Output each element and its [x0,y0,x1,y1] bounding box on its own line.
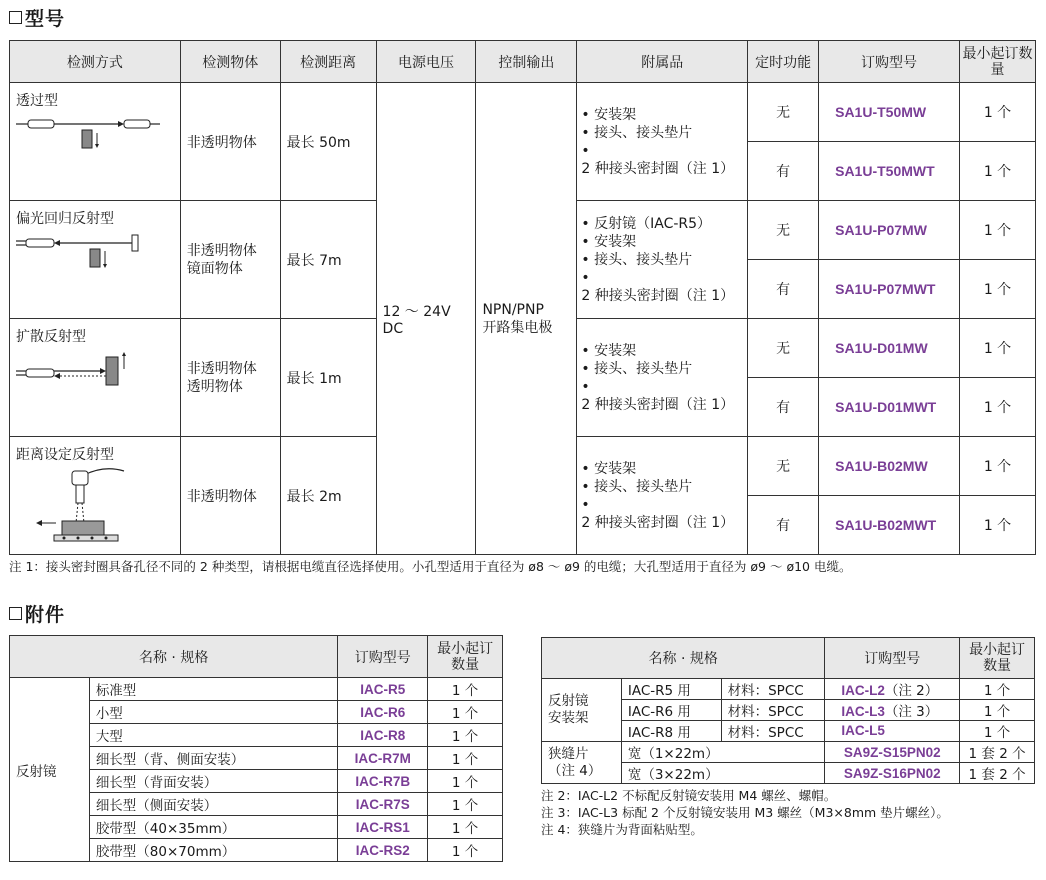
order-code: SA9Z-S16PN02 [825,763,960,784]
order-code: IAC-L3 [841,704,885,719]
spec-cell: 小型 [89,701,338,724]
category-text: 安装架 [548,710,589,726]
spec-cell: 细长型（侧面安装） [89,793,338,816]
accessory-item: • 安装架 [581,106,741,124]
object-cell [180,319,280,437]
category-text: 反射镜 [548,693,589,709]
material-cell: 材料：SPCC [721,700,825,721]
distance-cell: 最长 7m [280,201,376,319]
output-line: NPN/PNP [482,301,544,318]
object-cell [180,437,280,555]
timer-cell: 无 [748,319,819,378]
retroreflective-diagram [14,231,164,273]
accessory-notes [541,787,949,838]
note-ref: （注 2） [884,683,939,699]
qty-cell: 1 个 [960,378,1036,437]
output-line: 开路集电极 [482,319,553,336]
order-code: IAC-L5 [841,723,885,738]
material-cell: 材料：SPCC [721,721,825,742]
accessory-item: • 2 种接头密封圈（注 1） [581,142,741,178]
material-cell: 材料：SPCC [721,679,825,700]
qty-cell: 1 个 [960,700,1035,721]
table-row [542,742,1035,763]
order-code: IAC-R7B [338,770,428,793]
qty-cell: 1 个 [428,816,503,839]
order-code: IAC-RS1 [338,816,428,839]
timer-cell: 无 [748,83,819,142]
qty-cell: 1 个 [960,679,1035,700]
use-cell: IAC-R8 用 [621,721,721,742]
category-cell [542,679,622,742]
use-cell: IAC-R5 用 [621,679,721,700]
voltage-cell: 12 ～ 24V DC [376,83,476,555]
qty-cell: 1 个 [960,201,1036,260]
accessories-cell [577,319,748,437]
table-row [10,678,503,701]
accessory-item: • 接头、接头垫片 [581,360,741,378]
note-4: 注 4：狭缝片为背面粘贴型。 [541,822,703,837]
order-code-cell [825,700,960,721]
note-1: 注 1：接头密封圈具备孔径不同的 2 种类型，请根据电缆直径选择使用。小孔型适用于直径为 ø8 ～ ø9 的电缆；大孔型适用于直径为 ø9 ～ ø10 电缆。 [9,559,852,574]
model-table [9,40,1036,555]
mode-cell [10,201,181,319]
order-code: IAC-RS2 [338,839,428,862]
header-name: 名称 · 规格 [10,636,338,678]
accessory-item: • 反射镜（IAC-R5） [581,215,741,233]
mode-label: 偏光回归反射型 [16,211,114,227]
accessory-item: • 接头、接头垫片 [581,478,741,496]
note-3: 注 3：IAC-L3 标配 2 个反射镜安装用 M3 螺丝（M3×8mm 垫片螺丝）。 [541,805,949,820]
order-code-cell [825,679,960,700]
object-text: 非透明物体 [186,134,257,151]
order-code: SA1U-T50MWT [819,142,960,201]
header-output: 控制输出 [476,41,577,83]
qty-cell: 1 个 [428,747,503,770]
table-header [10,636,503,678]
header-timer: 定时功能 [748,41,819,83]
timer-cell: 有 [748,496,819,555]
table-row [542,679,1035,700]
order-code: SA1U-B02MW [819,437,960,496]
accessory-item: • 接头、接头垫片 [581,124,741,142]
checkbox-square-icon [9,607,22,620]
spec-cell: 细长型（背面安装） [89,770,338,793]
header-distance: 检测距离 [280,41,376,83]
timer-cell: 有 [748,260,819,319]
header-order-code: 订购型号 [819,41,960,83]
order-code: IAC-L2 [841,683,885,698]
object-text: 非透明物体 [186,242,257,259]
accessories-cell [577,201,748,319]
timer-cell: 有 [748,142,819,201]
spec-cell: 宽（3×22m） [621,763,825,784]
header-min-qty: 最小起订数量 [960,638,1035,679]
header-object: 检测物体 [180,41,280,83]
spec-cell: 大型 [89,724,338,747]
timer-cell: 无 [748,437,819,496]
accessory-item: • 2 种接头密封圈（注 1） [581,269,741,305]
distance-cell: 最长 50m [280,83,376,201]
reflector-table [9,635,503,862]
order-code: IAC-R7S [338,793,428,816]
mode-cell [10,437,181,555]
qty-cell: 1 套 2 个 [960,742,1035,763]
qty-cell: 1 套 2 个 [960,763,1035,784]
qty-cell: 1 个 [960,83,1036,142]
order-code: SA9Z-S15PN02 [825,742,960,763]
object-cell [180,201,280,319]
spec-cell: 胶带型（40×35mm） [89,816,338,839]
accessories-section-title: 附件 [9,600,65,627]
header-accessories: 附属品 [577,41,748,83]
mode-label: 扩散反射型 [16,329,86,345]
header-voltage: 电源电压 [376,41,476,83]
qty-cell: 1 个 [960,260,1036,319]
qty-cell: 1 个 [428,678,503,701]
mode-label: 距离设定反射型 [16,447,114,463]
note-ref: （注 3） [884,704,939,720]
object-text: 镜面物体 [186,260,243,277]
accessory-item: • 2 种接头密封圈（注 1） [581,496,741,532]
qty-cell: 1 个 [428,839,503,862]
note-2: 注 2：IAC-L2 不标配反射镜安装用 M4 螺丝、螺帽。 [541,788,837,803]
order-code: IAC-R6 [338,701,428,724]
order-code: SA1U-D01MWT [819,378,960,437]
checkbox-square-icon [9,11,22,24]
qty-cell: 1 个 [960,319,1036,378]
header-order-code: 订购型号 [825,638,960,679]
order-code: SA1U-B02MWT [819,496,960,555]
qty-cell: 1 个 [960,437,1036,496]
distance-cell: 最长 1m [280,319,376,437]
order-code: SA1U-P07MWT [819,260,960,319]
category-text: 狭缝片 [548,745,589,762]
qty-cell: 1 个 [428,724,503,747]
accessories-cell [577,83,748,201]
header-mode: 检测方式 [10,41,181,83]
accessory-item: • 安装架 [581,460,741,478]
header-min-qty: 最小起订数量 [428,636,503,678]
qty-cell: 1 个 [960,496,1036,555]
order-code: SA1U-D01MW [819,319,960,378]
qty-cell: 1 个 [428,793,503,816]
order-code-cell [825,721,960,742]
order-code: IAC-R8 [338,724,428,747]
accessory-item: • 2 种接头密封圈（注 1） [581,378,741,414]
header-min-qty: 最小起订数量 [960,41,1036,83]
timer-cell: 无 [748,201,819,260]
object-text: 非透明物体 [186,488,257,505]
distance-setting-diagram [14,463,164,547]
qty-cell: 1 个 [428,770,503,793]
table-row [10,83,1036,142]
spec-cell: 细长型（背、侧面安装） [89,747,338,770]
distance-cell: 最长 2m [280,437,376,555]
qty-cell: 1 个 [960,721,1035,742]
category-cell [542,742,622,784]
bracket-table [541,637,1035,784]
category-text: （注 4） [548,762,602,779]
mode-label: 透过型 [16,93,58,109]
spec-cell: 标准型 [89,678,338,701]
spec-cell: 宽（1×22m） [621,742,825,763]
mode-cell [10,319,181,437]
header-name: 名称 · 规格 [542,638,825,679]
accessory-item: • 接头、接头垫片 [581,251,741,269]
spec-cell: 胶带型（80×70mm） [89,839,338,862]
table-header [542,638,1035,679]
order-code: SA1U-T50MW [819,83,960,142]
object-cell [180,83,280,201]
object-text: 非透明物体 [186,360,257,377]
through-beam-diagram [14,113,164,153]
timer-cell: 有 [748,378,819,437]
category-cell: 反射镜 [10,678,90,862]
model-table-header [10,41,1036,83]
use-cell: IAC-R6 用 [621,700,721,721]
accessories-cell [577,437,748,555]
order-code: IAC-R7M [338,747,428,770]
models-section-title: 型号 [9,4,65,31]
diffuse-diagram [14,349,164,393]
output-cell [476,83,577,555]
order-code: IAC-R5 [338,678,428,701]
qty-cell: 1 个 [428,701,503,724]
qty-cell: 1 个 [960,142,1036,201]
accessory-item: • 安装架 [581,342,741,360]
object-text: 透明物体 [186,378,243,395]
header-order-code: 订购型号 [338,636,428,678]
order-code: SA1U-P07MW [819,201,960,260]
mode-cell [10,83,181,201]
accessory-item: • 安装架 [581,233,741,251]
